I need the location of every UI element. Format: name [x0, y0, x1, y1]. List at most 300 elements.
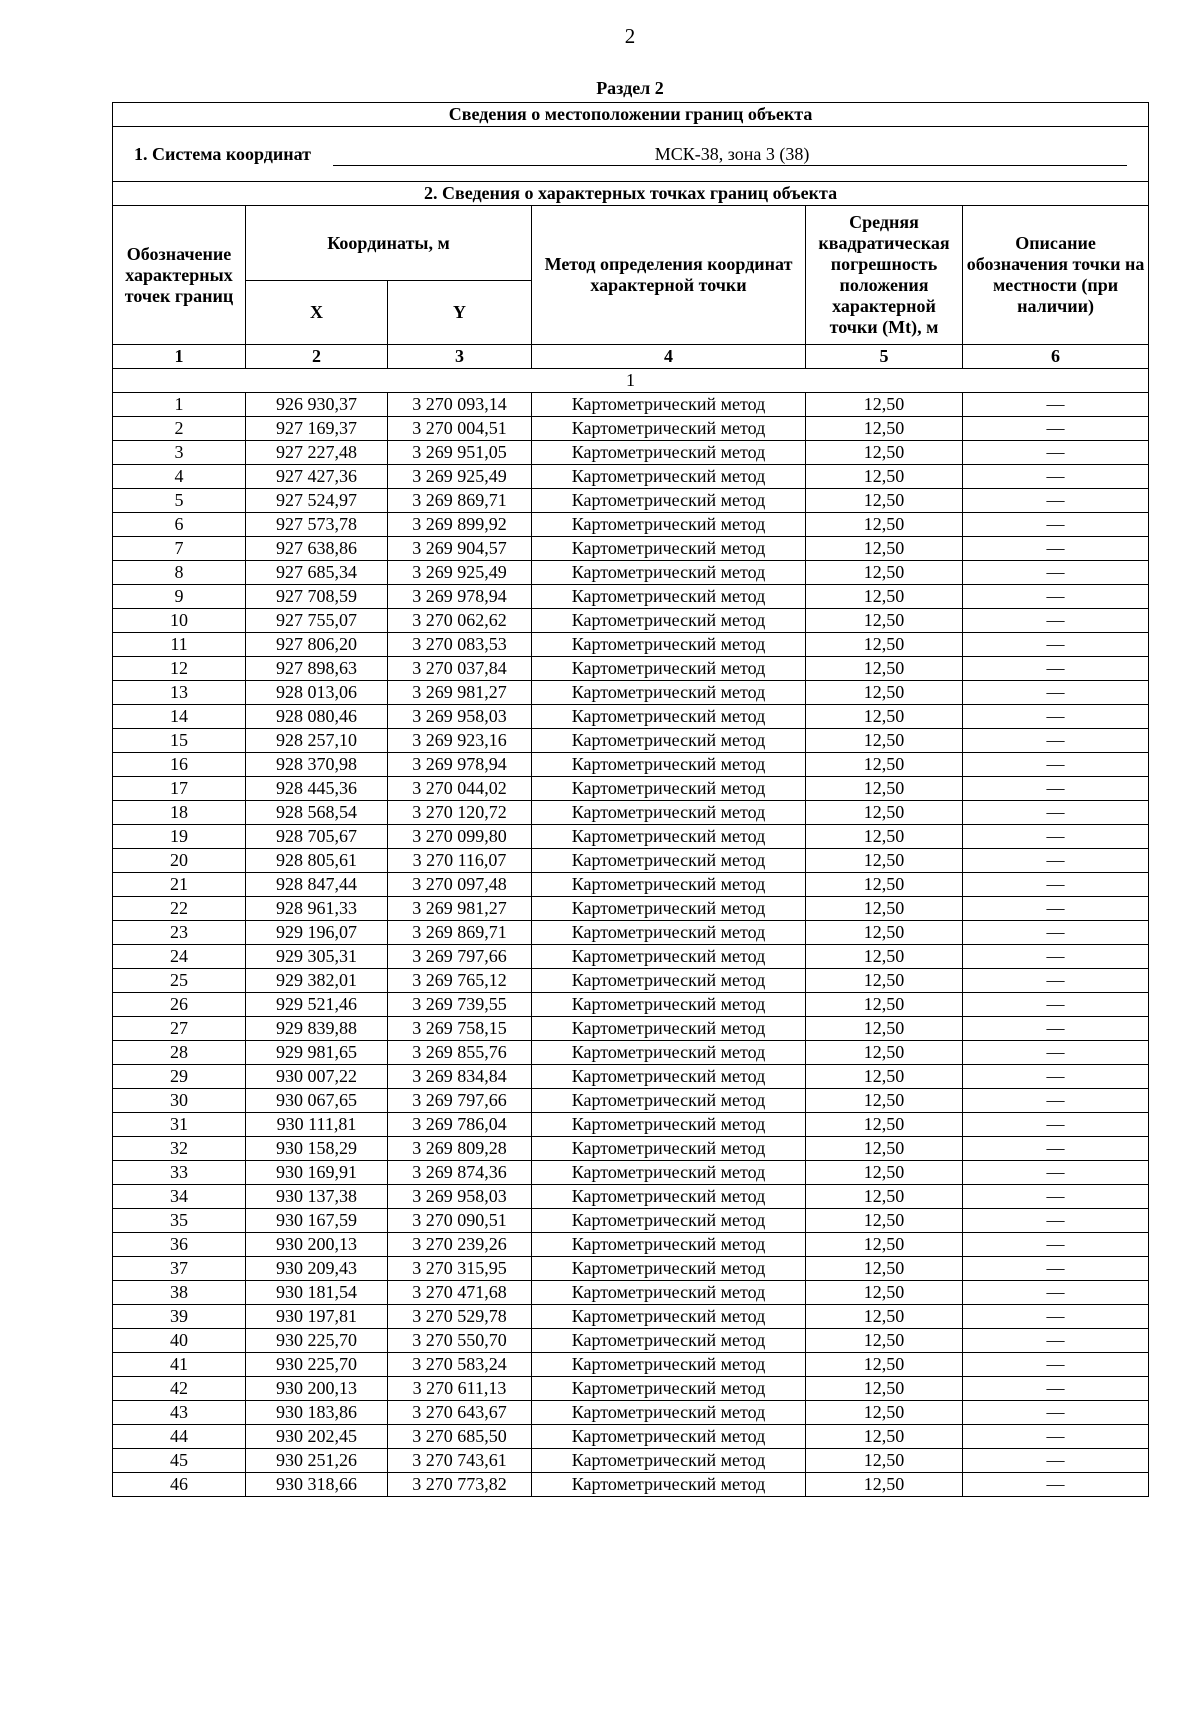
- coord-x: 930 167,59: [246, 1209, 388, 1233]
- coord-x: 930 197,81: [246, 1305, 388, 1329]
- coord-y: 3 269 978,94: [388, 753, 532, 777]
- coord-x: 926 930,37: [246, 393, 388, 417]
- table-title-row: [113, 103, 1149, 127]
- method: Картометрический метод: [532, 489, 806, 513]
- method: Картометрический метод: [532, 1233, 806, 1257]
- coord-x: 928 257,10: [246, 729, 388, 753]
- point-number: 18: [113, 801, 246, 825]
- description: —: [963, 441, 1149, 465]
- point-number: 17: [113, 777, 246, 801]
- column-number: 5: [806, 345, 963, 369]
- contour-label: 1: [113, 369, 1149, 393]
- error-mt: 12,50: [806, 993, 963, 1017]
- coord-x: 929 196,07: [246, 921, 388, 945]
- coord-y: 3 269 758,15: [388, 1017, 532, 1041]
- point-number: 39: [113, 1305, 246, 1329]
- method: Картометрический метод: [532, 1185, 806, 1209]
- coord-y: 3 270 611,13: [388, 1377, 532, 1401]
- coord-y: 3 270 037,84: [388, 657, 532, 681]
- point-number: 14: [113, 705, 246, 729]
- error-mt: 12,50: [806, 681, 963, 705]
- method: Картометрический метод: [532, 1329, 806, 1353]
- table-row: [113, 1281, 1149, 1305]
- table-row: [113, 993, 1149, 1017]
- point-number: 22: [113, 897, 246, 921]
- method: Картометрический метод: [532, 393, 806, 417]
- table-row: [113, 513, 1149, 537]
- coord-x: 927 685,34: [246, 561, 388, 585]
- error-mt: 12,50: [806, 657, 963, 681]
- coord-y: 3 270 004,51: [388, 417, 532, 441]
- header-x: X: [246, 281, 388, 345]
- method: Картометрический метод: [532, 465, 806, 489]
- method: Картометрический метод: [532, 1425, 806, 1449]
- coord-system-cell: [113, 127, 1149, 182]
- table-row: [113, 1401, 1149, 1425]
- coord-x: 928 080,46: [246, 705, 388, 729]
- coord-y: 3 269 739,55: [388, 993, 532, 1017]
- method: Картометрический метод: [532, 537, 806, 561]
- table-row: [113, 1209, 1149, 1233]
- table-row: [113, 801, 1149, 825]
- error-mt: 12,50: [806, 1089, 963, 1113]
- description: —: [963, 1377, 1149, 1401]
- method: Картометрический метод: [532, 729, 806, 753]
- error-mt: 12,50: [806, 801, 963, 825]
- point-number: 24: [113, 945, 246, 969]
- error-mt: 12,50: [806, 513, 963, 537]
- table-row: [113, 1425, 1149, 1449]
- point-number: 16: [113, 753, 246, 777]
- table-row: [113, 753, 1149, 777]
- method: Картометрический метод: [532, 801, 806, 825]
- error-mt: 12,50: [806, 1449, 963, 1473]
- error-mt: 12,50: [806, 1425, 963, 1449]
- description: —: [963, 729, 1149, 753]
- method: Картометрический метод: [532, 873, 806, 897]
- error-mt: 12,50: [806, 1065, 963, 1089]
- error-mt: 12,50: [806, 1329, 963, 1353]
- error-mt: 12,50: [806, 1113, 963, 1137]
- table-row: [113, 441, 1149, 465]
- coord-y: 3 270 116,07: [388, 849, 532, 873]
- table-row: [113, 873, 1149, 897]
- error-mt: 12,50: [806, 945, 963, 969]
- error-mt: 12,50: [806, 729, 963, 753]
- method: Картометрический метод: [532, 1401, 806, 1425]
- method: Картометрический метод: [532, 969, 806, 993]
- coord-y: 3 270 315,95: [388, 1257, 532, 1281]
- table-row: [113, 849, 1149, 873]
- error-mt: 12,50: [806, 1281, 963, 1305]
- coord-y: 3 269 923,16: [388, 729, 532, 753]
- error-mt: 12,50: [806, 1185, 963, 1209]
- point-number: 25: [113, 969, 246, 993]
- description: —: [963, 825, 1149, 849]
- point-number: 3: [113, 441, 246, 465]
- description: —: [963, 945, 1149, 969]
- coord-x: 928 013,06: [246, 681, 388, 705]
- description: —: [963, 873, 1149, 897]
- point-number: 15: [113, 729, 246, 753]
- error-mt: 12,50: [806, 1137, 963, 1161]
- description: —: [963, 1041, 1149, 1065]
- method: Картометрический метод: [532, 753, 806, 777]
- table-row: [113, 681, 1149, 705]
- method: Картометрический метод: [532, 1377, 806, 1401]
- point-number: 42: [113, 1377, 246, 1401]
- point-number: 10: [113, 609, 246, 633]
- point-number: 11: [113, 633, 246, 657]
- header-method: Метод определения координат характерной точки: [532, 206, 806, 345]
- table-row: [113, 1041, 1149, 1065]
- point-number: 2: [113, 417, 246, 441]
- method: Картометрический метод: [532, 993, 806, 1017]
- point-number: 40: [113, 1329, 246, 1353]
- method: Картометрический метод: [532, 513, 806, 537]
- coord-y: 3 270 239,26: [388, 1233, 532, 1257]
- table-row: [113, 1185, 1149, 1209]
- method: Картометрический метод: [532, 1209, 806, 1233]
- coord-y: 3 270 090,51: [388, 1209, 532, 1233]
- coord-x: 930 137,38: [246, 1185, 388, 1209]
- error-mt: 12,50: [806, 753, 963, 777]
- coord-x: 930 225,70: [246, 1329, 388, 1353]
- page-number: 2: [624, 24, 636, 48]
- error-mt: 12,50: [806, 489, 963, 513]
- description: —: [963, 1329, 1149, 1353]
- description: —: [963, 1017, 1149, 1041]
- method: Картометрический метод: [532, 1113, 806, 1137]
- coord-x: 930 209,43: [246, 1257, 388, 1281]
- method: Картометрический метод: [532, 849, 806, 873]
- coord-x: 930 318,66: [246, 1473, 388, 1497]
- coord-y: 3 270 583,24: [388, 1353, 532, 1377]
- coord-y: 3 270 685,50: [388, 1425, 532, 1449]
- method: Картометрический метод: [532, 681, 806, 705]
- table-row: [113, 1137, 1149, 1161]
- error-mt: 12,50: [806, 1161, 963, 1185]
- method: Картометрический метод: [532, 441, 806, 465]
- description: —: [963, 705, 1149, 729]
- point-number: 5: [113, 489, 246, 513]
- coord-x: 928 568,54: [246, 801, 388, 825]
- method: Картометрический метод: [532, 921, 806, 945]
- method: Картометрический метод: [532, 777, 806, 801]
- description: —: [963, 537, 1149, 561]
- coord-x: 930 181,54: [246, 1281, 388, 1305]
- point-number: 23: [113, 921, 246, 945]
- point-number: 35: [113, 1209, 246, 1233]
- coord-y: 3 269 904,57: [388, 537, 532, 561]
- column-number: 1: [113, 345, 246, 369]
- method: Картометрический метод: [532, 825, 806, 849]
- method: Картометрический метод: [532, 1065, 806, 1089]
- coord-y: 3 269 809,28: [388, 1137, 532, 1161]
- coord-x: 929 521,46: [246, 993, 388, 1017]
- coord-y: 3 270 471,68: [388, 1281, 532, 1305]
- table-row: [113, 897, 1149, 921]
- coord-y: 3 269 869,71: [388, 921, 532, 945]
- table-row: [113, 657, 1149, 681]
- method: Картометрический метод: [532, 1161, 806, 1185]
- method: Картометрический метод: [532, 705, 806, 729]
- error-mt: 12,50: [806, 441, 963, 465]
- description: —: [963, 777, 1149, 801]
- method: Картометрический метод: [532, 585, 806, 609]
- coord-y: 3 270 743,61: [388, 1449, 532, 1473]
- table-row: [113, 1449, 1149, 1473]
- coord-x: 930 183,86: [246, 1401, 388, 1425]
- coord-system-row: [113, 127, 1149, 182]
- error-mt: 12,50: [806, 1017, 963, 1041]
- error-mt: 12,50: [806, 897, 963, 921]
- points-title: 2. Сведения о характерных точках границ объекта: [113, 182, 1149, 206]
- coord-y: 3 269 925,49: [388, 561, 532, 585]
- coord-x: 930 158,29: [246, 1137, 388, 1161]
- coord-y: 3 270 099,80: [388, 825, 532, 849]
- coord-y: 3 269 786,04: [388, 1113, 532, 1137]
- coord-y: 3 269 869,71: [388, 489, 532, 513]
- coord-y: 3 269 855,76: [388, 1041, 532, 1065]
- description: —: [963, 897, 1149, 921]
- table-row: [113, 1233, 1149, 1257]
- description: —: [963, 1353, 1149, 1377]
- point-number: 8: [113, 561, 246, 585]
- coord-y: 3 270 120,72: [388, 801, 532, 825]
- table-row: [113, 1353, 1149, 1377]
- section-title: Раздел 2: [596, 78, 664, 98]
- coord-y: 3 270 773,82: [388, 1473, 532, 1497]
- description: —: [963, 753, 1149, 777]
- coord-y: 3 269 958,03: [388, 705, 532, 729]
- header-coordinates: Координаты, м: [246, 206, 532, 281]
- coord-y: 3 269 958,03: [388, 1185, 532, 1209]
- method: Картометрический метод: [532, 1257, 806, 1281]
- coord-x: 927 806,20: [246, 633, 388, 657]
- description: —: [963, 1065, 1149, 1089]
- point-number: 31: [113, 1113, 246, 1137]
- coord-x: 927 169,37: [246, 417, 388, 441]
- point-number: 1: [113, 393, 246, 417]
- point-number: 27: [113, 1017, 246, 1041]
- coord-y: 3 270 550,70: [388, 1329, 532, 1353]
- error-mt: 12,50: [806, 849, 963, 873]
- coord-x: 927 227,48: [246, 441, 388, 465]
- error-mt: 12,50: [806, 633, 963, 657]
- description: —: [963, 1089, 1149, 1113]
- table-row: [113, 1065, 1149, 1089]
- point-number: 12: [113, 657, 246, 681]
- description: —: [963, 1161, 1149, 1185]
- description: —: [963, 921, 1149, 945]
- error-mt: 12,50: [806, 1305, 963, 1329]
- table-body: [113, 103, 1149, 1497]
- column-number: 3: [388, 345, 532, 369]
- description: —: [963, 417, 1149, 441]
- coord-x: 928 445,36: [246, 777, 388, 801]
- description: —: [963, 1401, 1149, 1425]
- error-mt: 12,50: [806, 1377, 963, 1401]
- method: Картометрический метод: [532, 1353, 806, 1377]
- method: Картометрический метод: [532, 1449, 806, 1473]
- point-number: 30: [113, 1089, 246, 1113]
- coord-y: 3 269 978,94: [388, 585, 532, 609]
- table-row: [113, 1377, 1149, 1401]
- coord-y: 3 270 044,02: [388, 777, 532, 801]
- description: —: [963, 1137, 1149, 1161]
- error-mt: 12,50: [806, 393, 963, 417]
- point-number: 9: [113, 585, 246, 609]
- coord-x: 927 524,97: [246, 489, 388, 513]
- coord-y: 3 270 083,53: [388, 633, 532, 657]
- point-number: 32: [113, 1137, 246, 1161]
- description: —: [963, 1185, 1149, 1209]
- coord-x: 930 111,81: [246, 1113, 388, 1137]
- method: Картометрический метод: [532, 609, 806, 633]
- point-number: 21: [113, 873, 246, 897]
- table-row: [113, 465, 1149, 489]
- description: —: [963, 993, 1149, 1017]
- error-mt: 12,50: [806, 585, 963, 609]
- contour-row: [113, 369, 1149, 393]
- coord-y: 3 270 529,78: [388, 1305, 532, 1329]
- description: —: [963, 393, 1149, 417]
- error-mt: 12,50: [806, 1353, 963, 1377]
- error-mt: 12,50: [806, 1473, 963, 1497]
- coord-system-label: 1. Система координат: [134, 143, 312, 164]
- method: Картометрический метод: [532, 417, 806, 441]
- coord-x: 930 169,91: [246, 1161, 388, 1185]
- point-number: 36: [113, 1233, 246, 1257]
- table-row: [113, 1329, 1149, 1353]
- table-row: [113, 825, 1149, 849]
- table-row: [113, 921, 1149, 945]
- header-y: Y: [388, 281, 532, 345]
- point-number: 4: [113, 465, 246, 489]
- error-mt: 12,50: [806, 921, 963, 945]
- error-mt: 12,50: [806, 561, 963, 585]
- coord-x: 929 981,65: [246, 1041, 388, 1065]
- point-number: 13: [113, 681, 246, 705]
- description: —: [963, 1425, 1149, 1449]
- point-number: 37: [113, 1257, 246, 1281]
- error-mt: 12,50: [806, 1401, 963, 1425]
- table-row: [113, 969, 1149, 993]
- method: Картометрический метод: [532, 657, 806, 681]
- coord-x: 928 961,33: [246, 897, 388, 921]
- coord-x: 928 370,98: [246, 753, 388, 777]
- method: Картометрический метод: [532, 1041, 806, 1065]
- table-row: [113, 609, 1149, 633]
- table-row: [113, 633, 1149, 657]
- point-number: 44: [113, 1425, 246, 1449]
- table-row: [113, 1473, 1149, 1497]
- error-mt: 12,50: [806, 1041, 963, 1065]
- coord-x: 927 427,36: [246, 465, 388, 489]
- error-mt: 12,50: [806, 465, 963, 489]
- table-row: [113, 1089, 1149, 1113]
- description: —: [963, 585, 1149, 609]
- table-row: [113, 1113, 1149, 1137]
- table-row: [113, 561, 1149, 585]
- table-row: [113, 1161, 1149, 1185]
- description: —: [963, 1305, 1149, 1329]
- coord-y: 3 269 899,92: [388, 513, 532, 537]
- error-mt: 12,50: [806, 1233, 963, 1257]
- coord-x: 930 200,13: [246, 1377, 388, 1401]
- description: —: [963, 1233, 1149, 1257]
- header-description: Описание обозначения точки на местности (при наличии): [963, 206, 1149, 345]
- coord-x: 929 839,88: [246, 1017, 388, 1041]
- description: —: [963, 801, 1149, 825]
- header-row-1: [113, 206, 1149, 281]
- coord-x: 930 007,22: [246, 1065, 388, 1089]
- error-mt: 12,50: [806, 777, 963, 801]
- error-mt: 12,50: [806, 417, 963, 441]
- method: Картометрический метод: [532, 897, 806, 921]
- point-number: 43: [113, 1401, 246, 1425]
- description: —: [963, 849, 1149, 873]
- column-number: 6: [963, 345, 1149, 369]
- description: —: [963, 1449, 1149, 1473]
- error-mt: 12,50: [806, 609, 963, 633]
- point-number: 34: [113, 1185, 246, 1209]
- method: Картометрический метод: [532, 561, 806, 585]
- coord-y: 3 269 874,36: [388, 1161, 532, 1185]
- coord-y: 3 269 797,66: [388, 945, 532, 969]
- description: —: [963, 1113, 1149, 1137]
- method: Картометрический метод: [532, 1137, 806, 1161]
- error-mt: 12,50: [806, 825, 963, 849]
- error-mt: 12,50: [806, 1257, 963, 1281]
- method: Картометрический метод: [532, 1473, 806, 1497]
- coord-y: 3 270 097,48: [388, 873, 532, 897]
- description: —: [963, 513, 1149, 537]
- coord-x: 928 705,67: [246, 825, 388, 849]
- point-number: 19: [113, 825, 246, 849]
- method: Картометрический метод: [532, 633, 806, 657]
- coord-x: 930 251,26: [246, 1449, 388, 1473]
- coord-y: 3 269 765,12: [388, 969, 532, 993]
- description: —: [963, 1473, 1149, 1497]
- table-row: [113, 1305, 1149, 1329]
- coord-x: 930 200,13: [246, 1233, 388, 1257]
- coord-x: 927 638,86: [246, 537, 388, 561]
- error-mt: 12,50: [806, 705, 963, 729]
- method: Картометрический метод: [532, 1017, 806, 1041]
- description: —: [963, 1257, 1149, 1281]
- error-mt: 12,50: [806, 969, 963, 993]
- table-row: [113, 537, 1149, 561]
- point-number: 33: [113, 1161, 246, 1185]
- point-number: 29: [113, 1065, 246, 1089]
- description: —: [963, 633, 1149, 657]
- description: —: [963, 465, 1149, 489]
- point-number: 28: [113, 1041, 246, 1065]
- coord-y: 3 269 834,84: [388, 1065, 532, 1089]
- table-row: [113, 489, 1149, 513]
- header-designation: Обозначение характерных точек границ: [113, 206, 246, 345]
- coord-x: 930 225,70: [246, 1353, 388, 1377]
- description: —: [963, 561, 1149, 585]
- point-number: 6: [113, 513, 246, 537]
- description: —: [963, 609, 1149, 633]
- point-number: 45: [113, 1449, 246, 1473]
- coord-y: 3 270 643,67: [388, 1401, 532, 1425]
- boundary-points-table: [112, 102, 1149, 1497]
- coord-x: 930 067,65: [246, 1089, 388, 1113]
